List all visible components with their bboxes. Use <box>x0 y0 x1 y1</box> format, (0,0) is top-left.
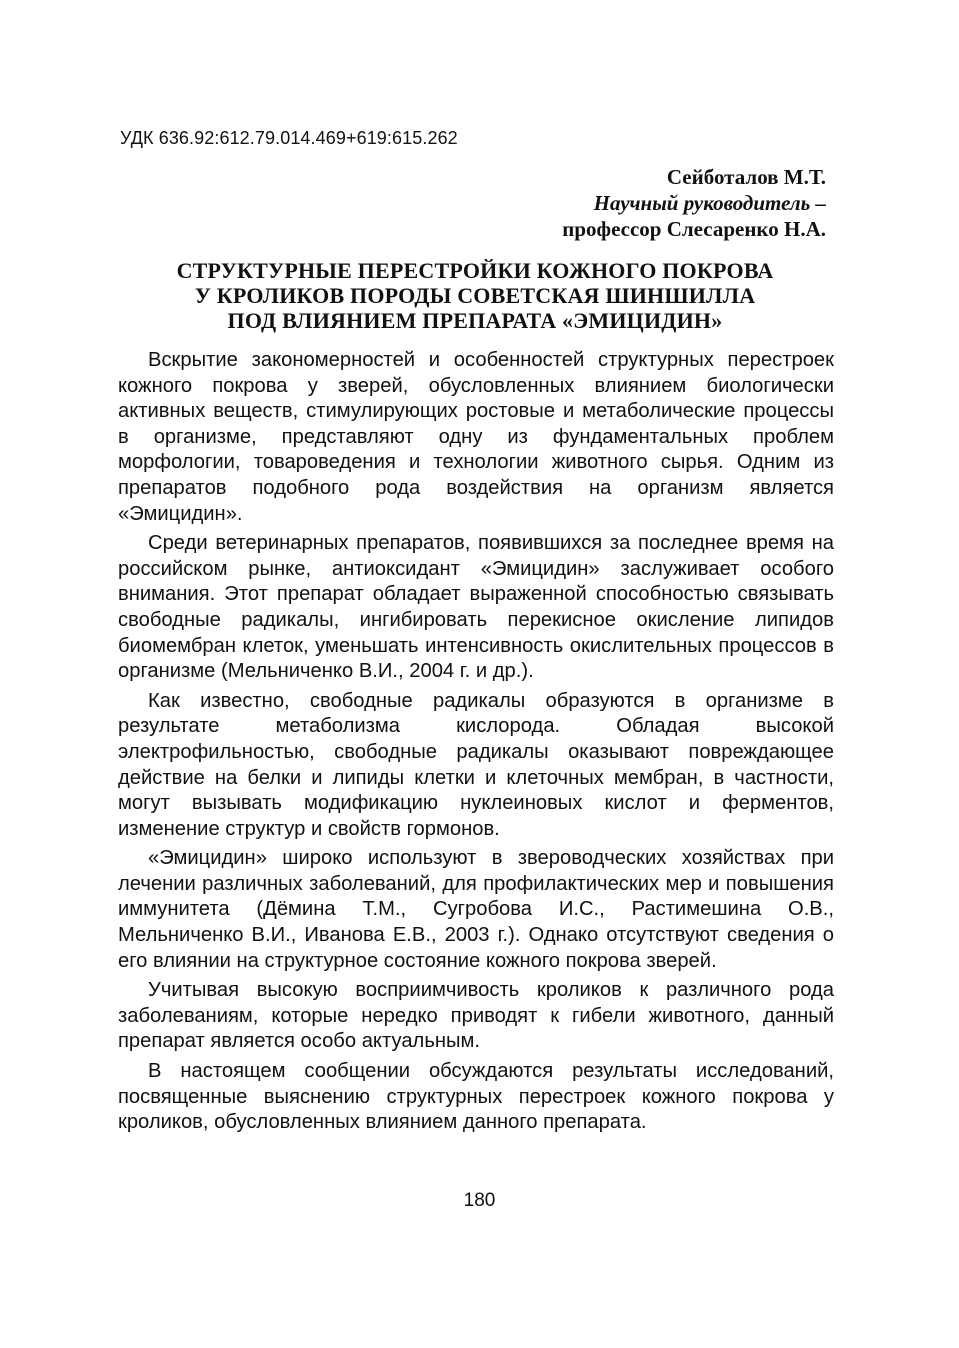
paragraph: Вскрытие закономерностей и особенностей структурных перестроек кожного покрова у зверей, обусловленных влиянием биологически активных веществ, стимулирующих ростовые и метаболические процессы в организме, представляют одну из фундаментальных проблем морфологии, товароведения и технологии животного сырья. Одним из препаратов подобного рода воздействия на организм является «Эмицидин». <box>118 349 834 525</box>
paragraph: Учитывая высокую восприимчивость кроликов к различного рода заболеваниям, которые нередко приводят к гибели животного, данный препарат является особо актуальным. <box>118 979 834 1053</box>
title-line: ПОД ВЛИЯНИЕМ ПРЕПАРАТА «ЭМИЦИДИН» <box>227 308 723 333</box>
paragraph: «Эмицидин» широко используют в звероводческих хозяйствах при лечении различных заболеваний, для профилактических мер и повышения иммунитета (Дёмина Т.М., Сугробова И.С., Растимешина О.В., Мельниченко В.И., Иванова Е.В., 2003 г.). Однако отсутствуют сведения о его влиянии на структурное состояние кожного покрова зверей. <box>118 847 834 972</box>
article-body <box>118 348 834 1140</box>
title-line: У КРОЛИКОВ ПОРОДЫ СОВЕТСКАЯ ШИНШИЛЛА <box>194 283 756 308</box>
advisor-label: Научный руководитель – <box>593 191 826 215</box>
advisor-name: профессор Слесаренко Н.А. <box>562 217 826 241</box>
author-block <box>562 164 826 242</box>
title-line: СТРУКТУРНЫЕ ПЕРЕСТРОЙКИ КОЖНОГО ПОКРОВА <box>176 258 774 283</box>
paragraph: Среди ветеринарных препаратов, появившихся за последнее время на российском рынке, антиоксидант «Эмицидин» заслуживает особого внимания. Этот препарат обладает выраженной способностью связывать свободные радикалы, ингибировать перекисное окисление липидов биомембран клеток, уменьшать интенсивность окислительных процессов в организме (Мельниченко В.И., 2004 г. и др.). <box>118 532 834 683</box>
article-title <box>110 258 840 333</box>
paragraph: В настоящем сообщении обсуждаются результаты исследований, посвященные выяснению структурных перестроек кожного покрова у кроликов, обусловленных влиянием данного препарата. <box>118 1060 834 1134</box>
author-name: Сейботалов М.Т. <box>666 165 826 189</box>
udk-code: УДК 636.92:612.79.014.469+619:615.262 <box>120 128 458 148</box>
paragraph: Как известно, свободные радикалы образуются в организме в результате метаболизма кислорода. Обладая высокой электрофильностью, свободные радикалы оказывают повреждающее действие на белки и липиды клетки и клеточных мембран, в частности, могут вызывать модификацию нуклеиновых кислот и ферментов, изменение структур и свойств гормонов. <box>118 689 834 840</box>
page-number: 180 <box>463 1190 496 1211</box>
